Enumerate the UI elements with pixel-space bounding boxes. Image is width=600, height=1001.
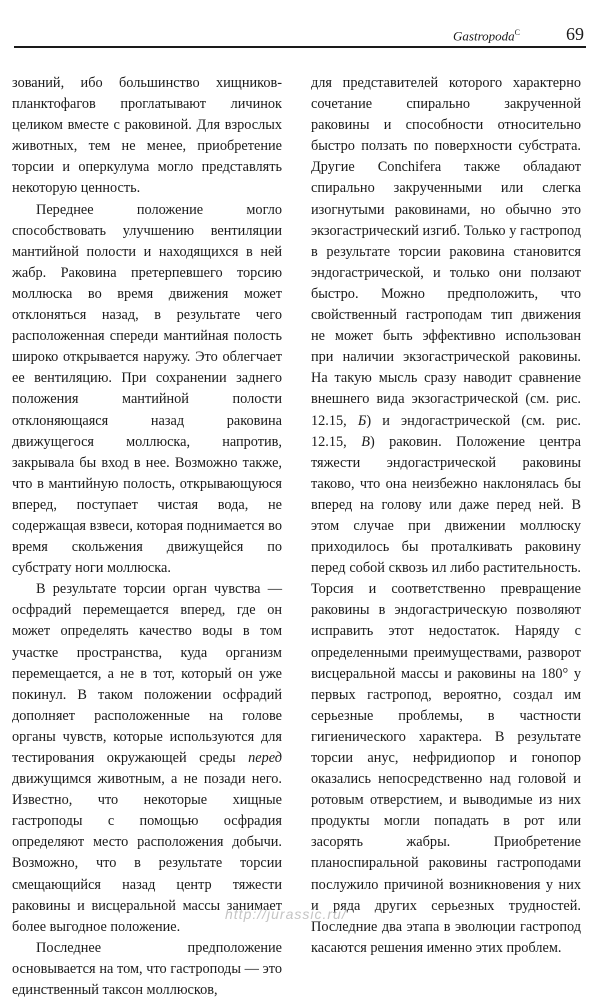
left-text-column <box>12 73 282 1001</box>
paragraph <box>12 579 282 938</box>
text-run: для представителей которого характерно сочетание спирально закрученной раковины и способности относительно быстро ползать по поверхности субстрата. Другие Conchifera также обладают спирально закрученными или слегка изогнутыми раковинами, но обычно это экзогастрический изгиб. Только у гастропод в результате торсии раковина становится эндогастрической, и только они ползают быстро. Можно предположить, что свойственный гастроподам тип движения не может быть эффективно использован при наличии экзогастрической раковины. На такую мысль сразу наводит сравнение внешнего вида экзогастрической (см. рис. 12.15, <box>311 75 581 429</box>
italic-term: Б <box>357 412 367 429</box>
paragraph <box>12 73 282 200</box>
text-run: ) и эндогастрической (см. рис. 12.15, <box>311 412 581 450</box>
text-run: зований, ибо большинство хищников-планктофагов проглатывают личинок целиком вместе с раковиной. Для взрослых животных, тем не менее, приобретение торсии и оперкулума могло представлять некоторую ценность. <box>12 75 282 197</box>
text-run: движущимся животным, а не позади него. Известно, что некоторые хищные гастроподы с помощью осфрадия определяют место расположения добычи. Возможно, что в результате торсии смещающийся назад центр тяжести раковины и висцеральной массы занимает более выгодное положение. <box>12 771 282 935</box>
page-header <box>14 22 586 48</box>
watermark-url: http://jurassic.ru/ <box>225 906 347 922</box>
running-title-superscript: C <box>514 28 520 37</box>
paragraph <box>12 200 282 580</box>
right-text-column <box>311 73 581 959</box>
running-title: Gastropoda$^C$ <box>453 28 520 44</box>
text-run: Переднее положение могло способствовать улучшению вентиляции мантийной полости и находящихся в ней жабр. Раковина претерпевшего торсию моллюска во время движения может отклоняться назад, в результате чего расположенная спереди мантийная полость широко открывается наружу. Это облегчает ее вентиляцию. При сохранении заднего положения мантийной полости отклоняющаяся назад раковина движущегося моллюска, напротив, закрывала бы вход в нее. Возможно также, что в мантийную полость, открывающуюся вперед, поступает чистая вода, не содержащая взвеси, которая поднимается во время скольжения движущейся по субстрату ноги моллюска. <box>12 201 282 577</box>
text-run: Последнее предположение основывается на том, что гастроподы — это единственный таксон моллюсков, <box>12 939 282 999</box>
italic-term: В <box>361 433 370 450</box>
text-run: В результате торсии орган чувства — осфрадий перемещается вперед, где он может определять качество воды в том участке пространства, куда организм перемещается, а не в тот, который он уже покинул. В таком положении осфрадий дополняет расположенные на голове органы чувств, которые используются для тестирования окружающей среды <box>12 581 282 766</box>
text-run: ) раковин. Положение центра тяжести эндогастрической раковины таково, что она неизбежно наклонялась бы вперед на голову или даже перед ней. В этом случае при движении моллюску приходилось бы проталкивать раковину перед собой сквозь ил либо растительность. Торсия и соответственно превращение раковины в эндогастрическую позволяют исправить этот недостаток. Наряду с определенными преимуществами, разворот висцеральной массы и раковины на 180° у первых гастропод, вероятно, создал им серьезные проблемы, в частности гигиенического характера. В результате торсии анус, нефридиопор и гонопор оказались непосредственно над головой и ротовым отверстием, и выводимые из них продукты могли попадать в рот или засорять жабры. Приобретение планоспиральной раковины гастроподами послужило причиной возникновения у них и ряда других серьезных трудностей. Последние два этапа в эволюции гастропод касаются решения именно этих проблем. <box>311 433 581 956</box>
paragraph <box>12 938 282 1001</box>
italic-term: перед <box>248 750 282 766</box>
paragraph <box>311 73 581 959</box>
page-number: 69 <box>566 24 584 44</box>
